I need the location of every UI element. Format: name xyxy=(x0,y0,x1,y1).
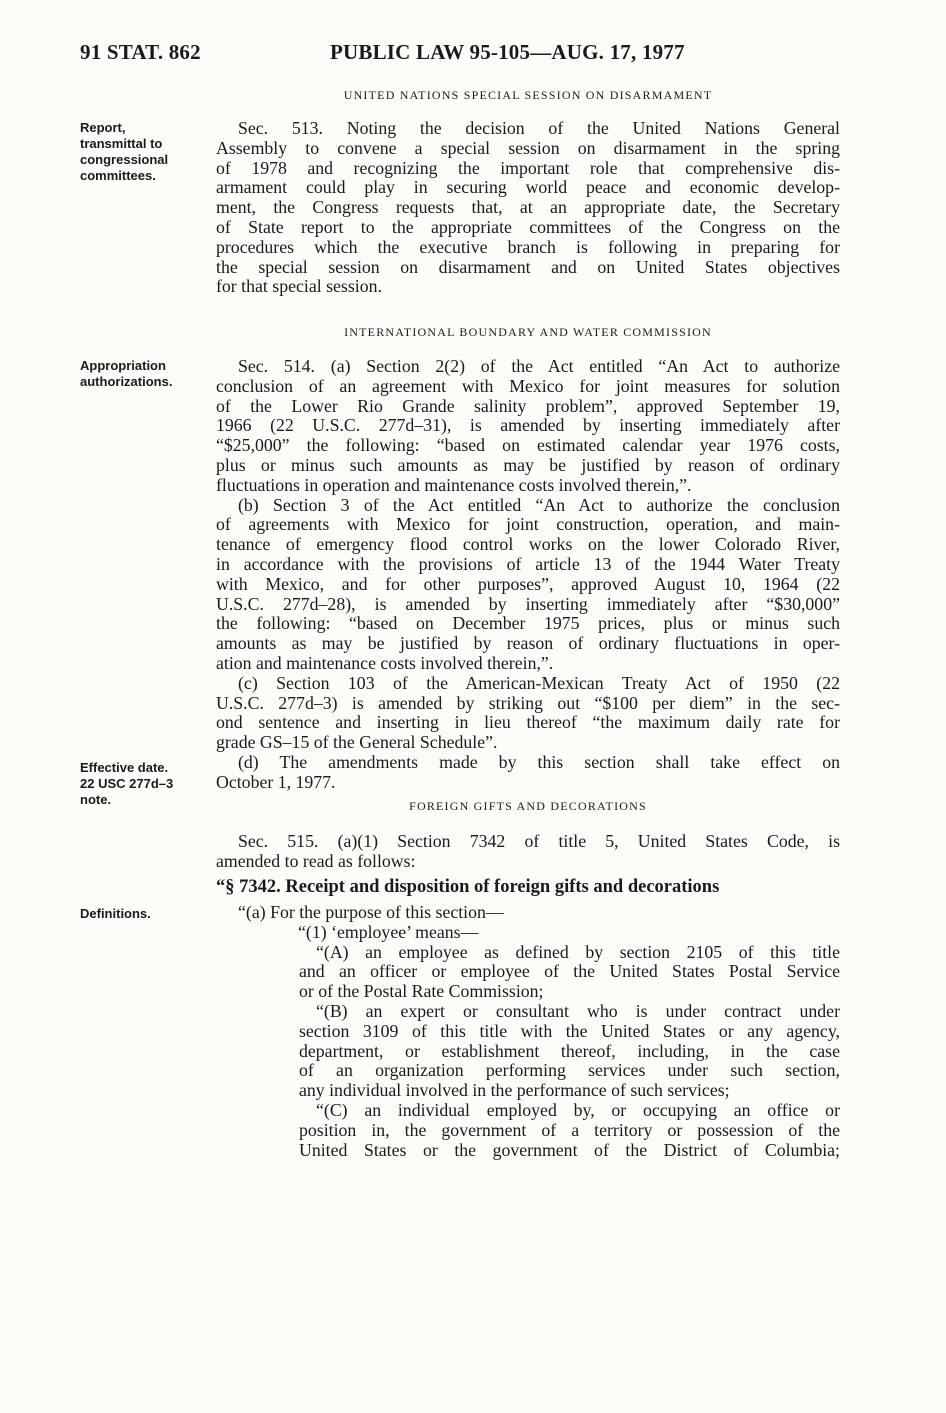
text-line: “(B) an expert or consultant who is under contract under xyxy=(316,1000,840,1021)
text-line: Assembly to convene a special session on disarmament in the spring xyxy=(216,137,840,158)
text-line: with Mexico, and for other purposes”, approved August 10, 1964 (22 xyxy=(216,573,840,594)
text-line: (d) The amendments made by this section shall take effect on xyxy=(238,751,840,772)
margin-note-appropriation xyxy=(80,358,172,390)
text-line: or of the Postal Rate Commission; xyxy=(299,981,544,1002)
margin-note-effective-date xyxy=(80,760,173,808)
margin-note-definitions: Definitions. xyxy=(80,906,151,921)
text-line: October 1, 1977. xyxy=(216,771,336,792)
text-line: armament could play in securing world peace and economic develop- xyxy=(216,177,840,198)
section-513-text xyxy=(216,119,840,297)
text-line: United States or the government of the District of Columbia; xyxy=(299,1139,840,1160)
text-line: Sec. 514. (a) Section 2(2) of the Act entitled “An Act to authorize xyxy=(238,356,840,376)
text-line: the following: “based on December 1975 prices, plus or minus such xyxy=(216,613,840,634)
margin-note-line: transmittal to xyxy=(80,136,163,151)
text-line: ation and maintenance costs involved therein,”. xyxy=(216,652,554,673)
margin-note-line: Report, xyxy=(80,120,126,135)
text-line: amended to read as follows: xyxy=(216,850,416,871)
section-7342-text xyxy=(216,903,840,1160)
text-line: Sec. 515. (a)(1) Section 7342 of title 5, United States Code, is xyxy=(238,831,840,851)
text-line: “(a) For the purpose of this section— xyxy=(238,902,504,922)
section-513-heading: UNITED NATIONS SPECIAL SESSION ON DISARMAMENT xyxy=(343,88,713,102)
text-line: “$25,000” the following: “based on estimated calendar year 1976 costs, xyxy=(216,435,840,456)
section-7342-title: “§ 7342. Receipt and disposition of foreign gifts and decorations xyxy=(216,877,720,897)
text-line: the special session on disarmament and on United States objectives xyxy=(216,256,840,277)
text-line: amounts as may be justified by reason of ordinary fluctuations in oper- xyxy=(216,633,840,654)
text-line: U.S.C. 277d–28), is amended by inserting immediately after “$30,000” xyxy=(216,593,840,614)
margin-note-line: note. xyxy=(80,792,112,807)
page-stat-number: 91 STAT. 862 xyxy=(80,40,201,64)
page-law-header: PUBLIC LAW 95-105—AUG. 17, 1977 xyxy=(330,40,685,64)
margin-note-line: Appropriation xyxy=(80,358,166,373)
text-line: section 3109 of this title with the United States or any agency, xyxy=(299,1020,840,1041)
text-line: grade GS–15 of the General Schedule”. xyxy=(216,732,498,753)
text-line: in accordance with the provisions of article 13 of the 1944 Water Treaty xyxy=(216,553,840,574)
text-line: of State report to the appropriate committees of the Congress on the xyxy=(216,216,840,237)
text-line: (c) Section 103 of the American-Mexican Treaty Act of 1950 (22 xyxy=(238,672,840,693)
text-line: ment, the Congress requests that, at an appropriate date, the Secretary xyxy=(216,197,840,218)
text-line: “(1) ‘employee’ means— xyxy=(298,921,479,942)
text-line: of agreements with Mexico for joint construction, operation, and main- xyxy=(216,514,840,535)
text-line: “(A) an employee as defined by section 2105 of this title xyxy=(316,941,840,962)
text-line: conclusion of an agreement with Mexico for joint measures for solution xyxy=(216,375,840,396)
text-line: and an officer or employee of the United States Postal Service xyxy=(299,961,840,982)
margin-note-line: committees. xyxy=(80,168,156,183)
text-line: procedures which the executive branch is following in preparing for xyxy=(216,236,840,257)
text-line: department, or establishment thereof, including, in the case xyxy=(299,1040,840,1061)
section-515-heading: FOREIGN GIFTS AND DECORATIONS xyxy=(409,799,647,813)
text-line: of an organization performing services under such section, xyxy=(299,1060,840,1081)
text-line: (b) Section 3 of the Act entitled “An Act to authorize the conclusion xyxy=(238,494,840,515)
text-line: 1966 (22 U.S.C. 277d–31), is amended by inserting immediately after xyxy=(216,415,840,436)
margin-note-report xyxy=(80,120,168,184)
section-514-heading: INTERNATIONAL BOUNDARY AND WATER COMMISSION xyxy=(344,325,712,339)
text-line: of 1978 and recognizing the important role that comprehensive dis- xyxy=(216,157,840,178)
margin-note-line: authorizations. xyxy=(80,374,173,389)
text-line: fluctuations in operation and maintenance costs involved therein,”. xyxy=(216,474,692,495)
text-line: U.S.C. 277d–3) is amended by striking out “$100 per diem” in the sec- xyxy=(216,692,840,713)
text-line: any individual involved in the performance of such services; xyxy=(299,1080,730,1101)
text-line: ond sentence and inserting in lieu thereof “the maximum daily rate for xyxy=(216,712,840,733)
text-line: “(C) an individual employed by, or occupying an office or xyxy=(316,1099,840,1120)
text-line: for that special session. xyxy=(216,276,382,297)
margin-note-line: congressional xyxy=(80,152,169,167)
section-514-text xyxy=(216,357,840,793)
text-line: Sec. 513. Noting the decision of the United Nations General xyxy=(238,118,840,138)
section-515-intro xyxy=(216,832,840,872)
text-line: plus or minus such amounts as may be justified by reason of ordinary xyxy=(216,454,840,475)
margin-note-line: 22 USC 277d–3 xyxy=(80,776,174,791)
margin-note-line: Effective date. xyxy=(80,760,169,775)
text-line: position in, the government of a territory or possession of the xyxy=(299,1119,840,1140)
text-line: tenance of emergency flood control works on the lower Colorado River, xyxy=(216,534,840,555)
text-line: of the Lower Rio Grande salinity problem”, approved September 19, xyxy=(216,395,840,416)
